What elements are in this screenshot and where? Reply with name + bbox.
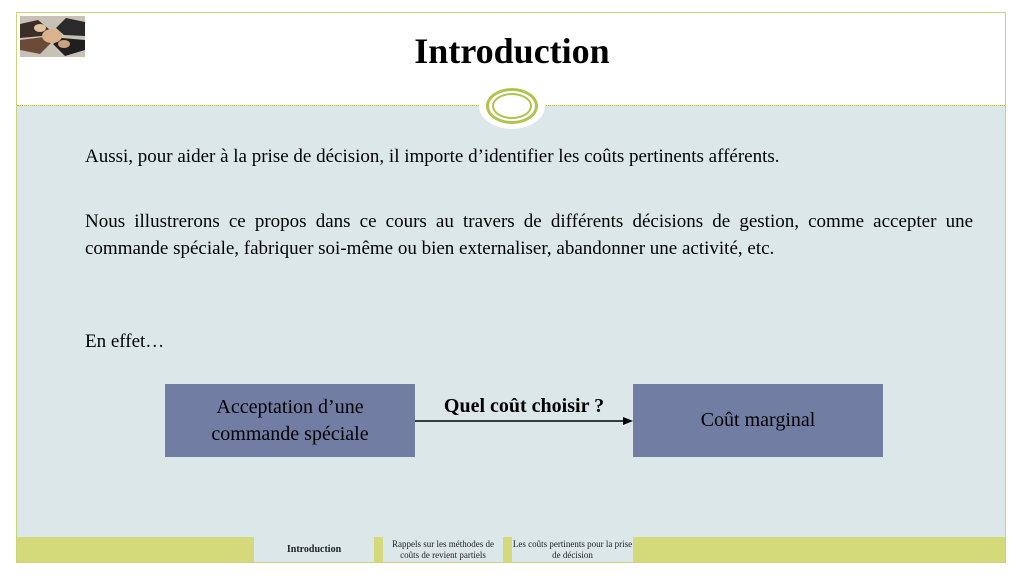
slide-title: Introduction (414, 31, 610, 71)
diagram-box-acceptation-label: Acceptation d’une commande spéciale (211, 395, 369, 445)
diagram-box-acceptation (165, 384, 415, 457)
footer-tab-rappels[interactable] (383, 537, 503, 562)
paragraph-decisions: Nous illustrerons ce propos dans ce cours au travers de différents décisions de gestion, comme accepter une commande spéciale, fabriquer soi-même ou bien externaliser, abandonner une activité, etc. (85, 211, 973, 259)
inner-ring-ornament-icon (492, 93, 532, 119)
right-arrow-icon (415, 412, 633, 432)
footer-tab-label: Introduction (286, 544, 342, 555)
diagram-box-cout-marginal-label: Coût marginal (700, 409, 816, 431)
paragraph-en-effet: En effet… (85, 331, 165, 352)
diagram-box-cout-marginal (633, 384, 883, 457)
footer-tab-label: Les coûts pertinents pour la prise de décision (512, 538, 633, 560)
paragraph-intro: Aussi, pour aider à la prise de décision, il importe d’identifier les coûts pertinents afférents. (85, 146, 780, 167)
footer-tab-couts-pertinents[interactable] (512, 537, 633, 562)
footer-tab-introduction[interactable] (254, 537, 374, 562)
footer-bar (17, 537, 1005, 562)
footer-tab-label: Rappels sur les méthodes de coûts de revient partiels (392, 538, 494, 560)
diagram-arrow-label: Quel coût choisir ? (443, 395, 605, 417)
